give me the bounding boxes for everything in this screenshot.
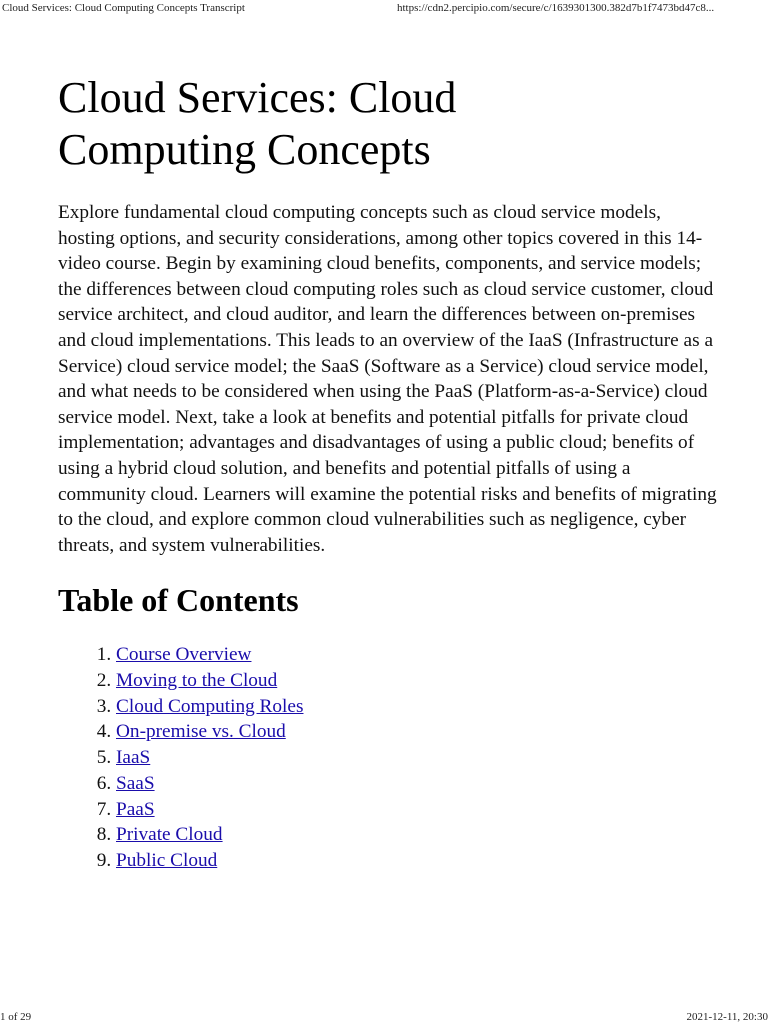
print-timestamp: 2021-12-11, 20:30 (686, 1011, 768, 1023)
document-content (58, 72, 718, 874)
list-item (116, 822, 718, 848)
list-item (116, 848, 718, 874)
list-item (116, 745, 718, 771)
toc-link-public-cloud[interactable]: Public Cloud (116, 849, 218, 871)
list-item (116, 771, 718, 797)
toc-link-cloud-computing-roles[interactable]: Cloud Computing Roles (116, 695, 304, 717)
course-description: Explore fundamental cloud computing concepts such as cloud service models, hosting options, and security considerations, among other topics covered in this 14-video course. Begin by examining cloud benefits, components, and service models; the differences between cloud computing roles such as cloud service customer, cloud service architect, and cloud auditor, and learn the differences between on-premises and cloud implementations. This leads to an overview of the IaaS (Infrastructure as a Service) cloud service model; the SaaS (Software as a Service) cloud service model, and what needs to be considered when using the PaaS (Platform-as-a-Service) cloud service model. Next, take a look at benefits and potential pitfalls for private cloud implementation; advantages and disadvantages of using a public cloud; benefits of using a hybrid cloud solution, and benefits and potential pitfalls of using a community cloud. Learners will examine the potential risks and benefits of migrating to the cloud, and explore common cloud vulnerabilities such as negligence, cyber threats, and system vulnerabilities. (58, 202, 717, 556)
page-number: 1 of 29 (0, 1011, 32, 1023)
toc-link-moving-to-the-cloud[interactable]: Moving to the Cloud (116, 670, 278, 692)
page-title: Cloud Services: Cloud Computing Concepts (58, 73, 457, 174)
toc-link-paas[interactable]: PaaS (116, 798, 155, 820)
toc-link-iaas[interactable]: IaaS (116, 747, 151, 769)
toc-link-private-cloud[interactable]: Private Cloud (116, 824, 223, 846)
list-item (116, 668, 718, 694)
print-header (0, 0, 768, 16)
print-header-url: https://cdn2.percipio.com/secure/c/1639301300.382d7b1f7473bd47c8... (397, 2, 715, 14)
list-item (116, 797, 718, 823)
toc-link-saas[interactable]: SaaS (116, 772, 155, 794)
list-item (116, 719, 718, 745)
toc-heading: Table of Contents (58, 582, 299, 619)
toc-link-on-premise-vs-cloud[interactable]: On-premise vs. Cloud (116, 721, 286, 743)
toc-link-course-overview[interactable]: Course Overview (116, 644, 252, 666)
list-item (116, 694, 718, 720)
list-item (116, 642, 718, 668)
print-footer (0, 1009, 768, 1024)
print-header-title: Cloud Services: Cloud Computing Concepts Transcript (2, 2, 245, 14)
table-of-contents (58, 642, 718, 873)
